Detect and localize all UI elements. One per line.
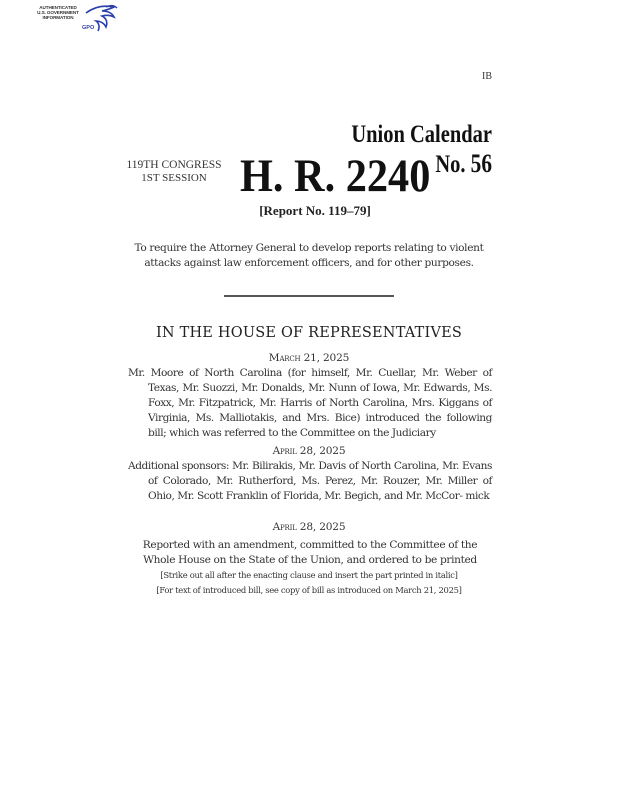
additional-sponsors-paragraph: Additional sponsors: Mr. Bilirakis, Mr. Davis of North Carolina, Mr. Evans of Colorado, Mr. Rutherford, Ms. Perez, Mr. Rouzer, Mr. Miller of Ohio, Mr. Scott Franklin of Florida, Mr. Begich, and Mr. McCor- mick xyxy=(128,460,492,502)
report-number: [Report No. 119–79] xyxy=(259,203,371,218)
congress-label: 119TH CONGRESS xyxy=(126,159,222,171)
strike-out-note: [Strike out all after the enacting clause and insert the part printed in italic] xyxy=(160,570,458,580)
calendar-label: Union Calendar No. xyxy=(351,121,492,178)
gpo-authenticated-logo xyxy=(28,3,120,37)
house-heading: IN THE HOUSE OF REPRESENTATIVES xyxy=(155,325,463,341)
calendar-number: 56 xyxy=(470,149,492,178)
logo-line-government: U.S. GOVERNMENT xyxy=(37,10,79,16)
bill-number: H. R. 2240 xyxy=(240,150,431,202)
action-date: March 21, 2025 xyxy=(268,352,350,364)
introduction-paragraph: Mr. Moore of North Carolina (for himself, Mr. Cuellar, Mr. Weber of Texas, Mr. Suozzi, Mr. Donalds, Mr. Nunn of Iowa, Mr. Edwards, Ms. Foxx, Mr. Fitzpatrick, Mr. Harris of North Carolina, Mrs. Kiggans of Virginia, Ms. Malliotakis, and Mrs. Bice) introduced the following bill; which was referred to the Committee on the Judiciary xyxy=(128,367,492,439)
logo-line-authenticated: AUTHENTICATED xyxy=(39,5,77,10)
logo-gpo: GPO xyxy=(82,25,95,31)
action-date: April 28, 2025 xyxy=(272,445,346,457)
bill-purpose: To require the Attorney General to develop reports relating to violent attacks against law enforcement officers, and for other purposes. xyxy=(134,242,484,269)
logo-line-information: INFORMATION xyxy=(42,15,74,21)
reported-paragraph: Reported with an amendment, committed to the Committee of the Whole House on the State of the Union, and ordered to be printed xyxy=(142,539,478,566)
eagle-icon xyxy=(84,3,120,35)
page-marker: IB xyxy=(482,71,492,82)
introduced-text-note: [For text of introduced bill, see copy of bill as introduced on March 21, 2025] xyxy=(156,585,462,595)
divider-rule xyxy=(224,295,394,297)
logo-text xyxy=(28,5,88,21)
action-date: April 28, 2025 xyxy=(272,521,346,533)
congress-session xyxy=(118,159,230,185)
session-label: 1ST SESSION xyxy=(141,172,207,184)
